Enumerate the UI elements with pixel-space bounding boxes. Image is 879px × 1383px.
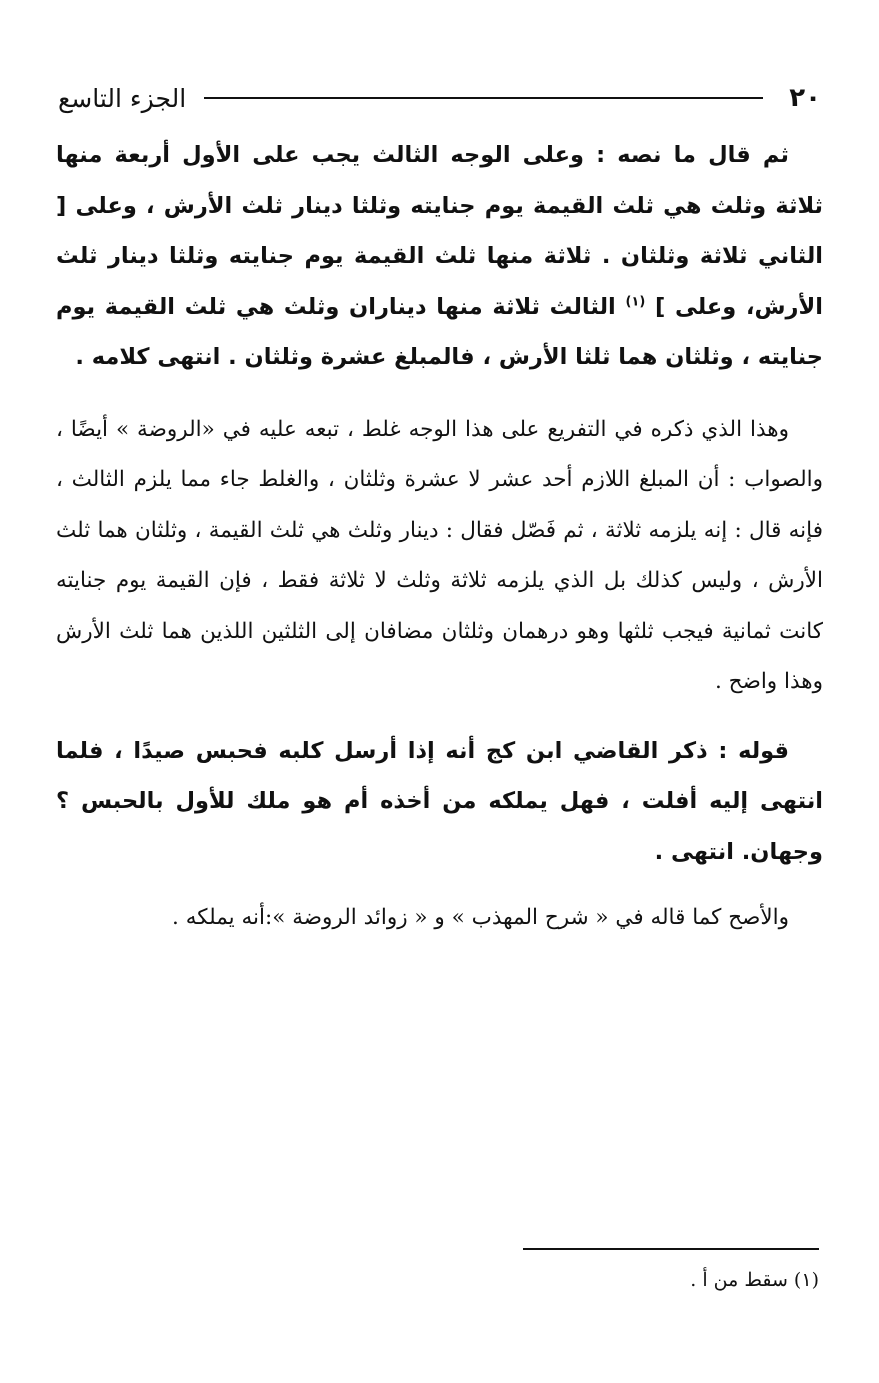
paragraph-gap	[56, 383, 823, 405]
footnote-reference: (١)	[625, 294, 646, 309]
paragraph-gap	[56, 708, 823, 726]
paragraph-gap	[56, 877, 823, 893]
paragraph-quote-2: قوله : ذكر القاضي ابن كج أنه إذا أرسل كلبه فحبس صيدًا ، فلما انتهى إليه أفلت ، فهل يملكه من أخذه أم هو ملك للأول بالحبس ؟ وجهان. انتهى .	[56, 737, 823, 865]
paragraph-text: الثالث ثلاثة منها ديناران وثلث هي ثلث القيمة يوم جنايته ، وثلثان هما ثلثا الأرش ، فالمبلغ عشرة وثلثان . انتهى كلامه .	[56, 293, 823, 370]
running-title: الجزء التاسع	[58, 83, 187, 113]
paragraph-comment-2: والأصح كما قاله في « شرح المهذب » و « زوائد الروضة »:أنه يملكه .	[172, 905, 789, 930]
footnote: (١) سقط من أ .	[690, 1269, 819, 1291]
body-text	[56, 130, 823, 944]
page-header	[58, 78, 821, 118]
paragraph-comment-1: وهذا الذي ذكره في التفريع على هذا الوجه غلط ، تبعه عليه في «الروضة » أيضًا ، والصواب : أن المبلغ اللازم أحد عشر لا عشرة وثلثان ، والغلط جاء مما يلزم الثالث ، فإنه قال : إنه يلزمه ثلاثة ، ثم فَصّل فقال : دينار وثلث هي ثلث القيمة ، وثلثان هما ثلث الأرش ، وليس كذلك بل الذي يلزمه ثلاثة وثلث لا ثلاثة فقط ، فإن القيمة يوم جنايته كانت ثمانية فيجب ثلثها وهو درهمان وثلثان مضافان إلى الثلثين اللذين هما ثلث الأرش وهذا واضح .	[56, 416, 823, 694]
paragraph-text: ثم قال ما نصه : وعلى الوجه الثالث يجب على الأول أربعة منها ثلاثة وثلث هي ثلث القيمة يوم جنايته وثلثا دينار ثلث الأرش ، وعلى [ الثاني ثلاثة وثلثان . ثلاثة منها ثلث القيمة يوم جنايته وثلثا دينار ثلث الأرش، وعلى ]	[56, 142, 823, 320]
paragraph-quote-1	[56, 130, 823, 383]
header-rule	[204, 97, 763, 99]
footnote-rule	[523, 1248, 819, 1250]
page-number: ٢٠	[789, 83, 821, 113]
